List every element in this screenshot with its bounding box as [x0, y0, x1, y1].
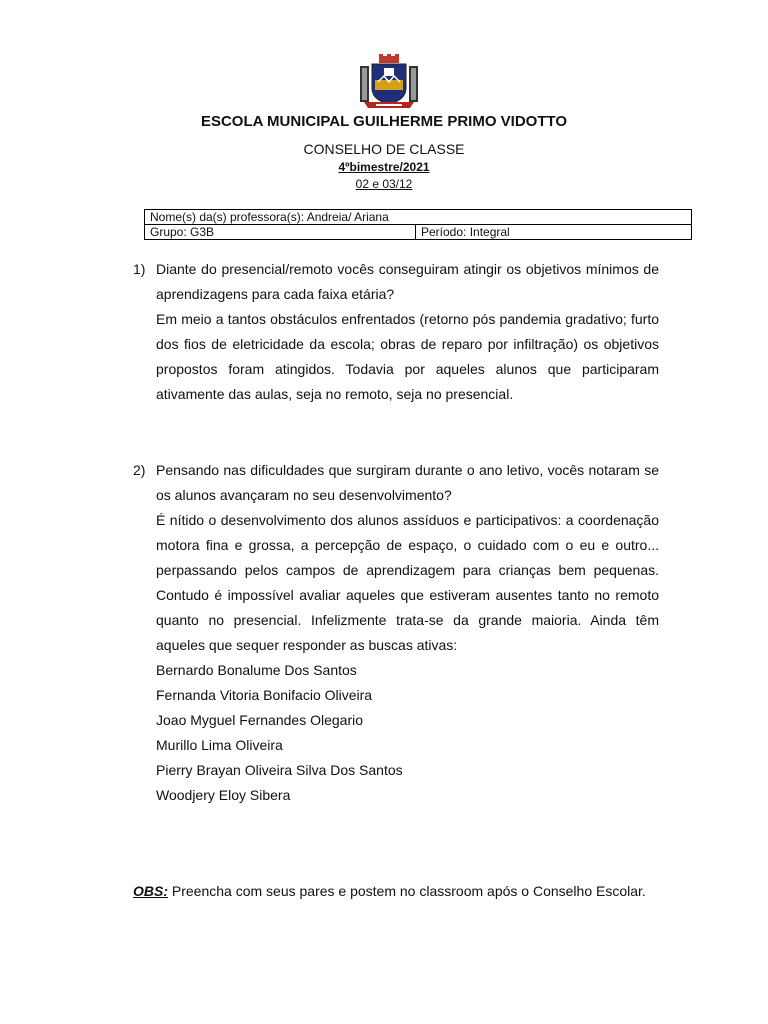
teachers-cell: Nome(s) da(s) professora(s): Andreia/ Ariana [145, 210, 692, 225]
document-title: CONSELHO DE CLASSE [303, 141, 465, 157]
period-cell: Período: Integral [416, 225, 692, 240]
observation-note [133, 881, 659, 901]
term-label: 4ºbimestre/2021 [338, 160, 430, 174]
group-cell: Grupo: G3B [145, 225, 416, 240]
answer-text: É nítido o desenvolvimento dos alunos assíduos e participativos: a coordenação motora fina e grossa, a percepção de espaço, o cuidado com o eu e outro... perpassando pelos campos de aprendizagem para crianças bem pequenas. Contudo é impossível avaliar aqueles que estiveram ausentes tanto no remoto quanto no presencial. Infelizmente trata-se da grande maioria. Ainda têm aqueles que sequer responder as buscas ativas: [156, 512, 659, 653]
answer-text: Em meio a tantos obstáculos enfrentados (retorno pós pandemia gradativo; furto dos fios de eletricidade da escola; obras de reparo por infiltração) os objetivos propostos foram atingidos. Todavia por aqueles alunos que participaram ativamente das aulas, seja no remoto, seja no presencial. [156, 311, 659, 402]
question-number: 2) [133, 462, 146, 478]
obs-label: OBS: [133, 883, 168, 899]
list-item: Bernardo Bonalume Dos Santos [156, 662, 357, 678]
list-item: Murillo Lima Oliveira [156, 737, 283, 753]
class-info-table [144, 209, 692, 240]
meeting-dates: 02 e 03/12 [355, 177, 413, 191]
table-row [145, 225, 692, 240]
list-item: Joao Myguel Fernandes Olegario [156, 712, 364, 728]
question-number: 1) [133, 261, 146, 277]
municipal-coat-of-arms-icon [358, 54, 420, 110]
question-text: Pensando nas dificuldades que surgiram durante o ano letivo, vocês notaram se os alunos avançaram no seu desenvolvimento? [156, 462, 659, 503]
question-1 [133, 257, 659, 407]
list-item: Fernanda Vitoria Bonifacio Oliveira [156, 687, 373, 703]
absent-students-list [156, 658, 659, 808]
list-item: Pierry Brayan Oliveira Silva Dos Santos [156, 762, 403, 778]
table-row [145, 210, 692, 225]
question-2 [133, 458, 659, 808]
question-text: Diante do presencial/remoto vocês conseguiram atingir os objetivos mínimos de aprendizagens para cada faixa etária? [156, 261, 659, 302]
obs-text: Preencha com seus pares e postem no classroom após o Conselho Escolar. [171, 883, 646, 899]
list-item: Woodjery Eloy Sibera [156, 787, 291, 803]
school-name: ESCOLA MUNICIPAL GUILHERME PRIMO VIDOTTO [200, 113, 568, 130]
